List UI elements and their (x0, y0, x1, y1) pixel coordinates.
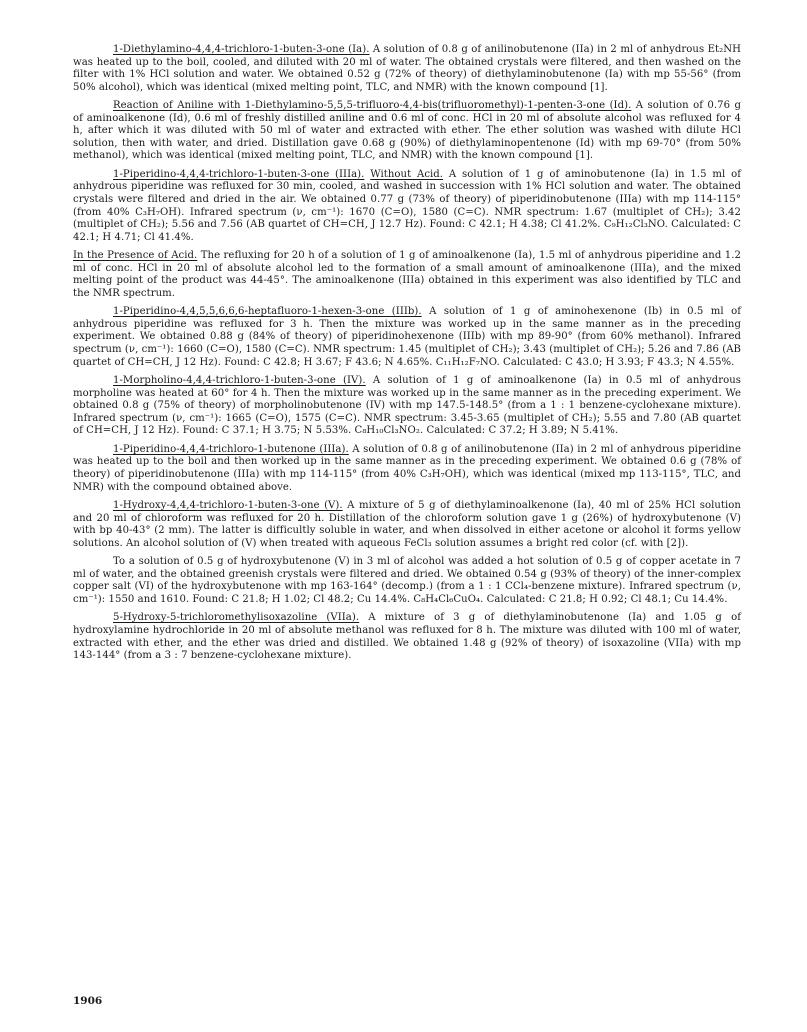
paragraph-diethylamino-butenone (73, 44, 741, 94)
section-heading: 1-Piperidino-4,4,4-trichloro-1-buten-3-one (IIIa). (113, 168, 365, 180)
section-heading: In the Presence of Acid. (73, 250, 198, 262)
paragraph-piperidino-hexenone (73, 306, 741, 369)
paragraph-hydroxy-butenone (73, 500, 741, 550)
paragraph-text: A solution of 1 g of aminobutenone (Ia) in 1.5 ml of anhydrous piperidine was refluxed for 30 min, cooled, and washed in succession with 1% HCl solution and water. The obtained crystals were filtered and dried in the air. We obtained 0.77 g (73% of theory) of piperidinobutenone (IIIa) with mp 114-115° (from 40% C₃H₇OH). Infrared spectrum (ν, cm⁻¹): 1670 (C=O), 1580 (C=C). NMR spectrum: 1.67 (multiplet of CH₂); 3.42 (multiplet of CH₂); 5.56 and 7.56 (AB quartet of CH=CH, J 12.7 Hz). Found: C 42.1; H 4.38; Cl 41.2%. C₉H₁₂Cl₃NO. Calculated: C 42.1; H 4.71; Cl 41.4%. (73, 168, 741, 243)
section-heading: 1-Piperidino-4,4,4-trichloro-1-butenone (IIIa). (113, 443, 349, 455)
paragraph-text: A solution of 1 g of aminoalkenone (Ia) in 0.5 ml of anhydrous morpholine was heated at 60° for 4 h. Then the mixture was worked up in the same manner as in the preceding experiment. We obtained 0.8 g (75% of theory) of morpholinobutenone (IV) with mp 147.5-148.5° (from a 1 : 1 benzene-cyclohexane mixture). Infrared spectrum (ν, cm⁻¹): 1665 (C=O), 1575 (C=C). NMR spectrum: 3.45-3.65 (multiplet of CH₂); 5.55 and 7.80 (AB quartet of CH=CH, J 12 Hz). Found: C 37.1; H 3.75; N 5.53%. C₈H₁₀Cl₃NO₂. Calculated: C 37.2; H 3.89; N 5.41%. (73, 375, 741, 437)
section-heading: 1-Hydroxy-4,4,4-trichloro-1-buten-3-one (V). (113, 500, 343, 512)
section-heading: Reaction of Aniline with 1-Diethylamino-5,5,5-trifluoro-4,4-bis(trifluoromethyl)-1-penten-3-one (Id). (113, 100, 632, 112)
paragraph-presence-of-acid (73, 250, 741, 300)
paragraph-text: A mixture of 5 g of diethylaminoalkenone (Ia), 40 ml of 25% HCl solution and 20 ml of chloroform was refluxed for 20 h. Distillation of the chloroform solution gave 1 g (26%) of hydroxybutenone (V) with bp 40-43° (2 mm). The latter is difficultly soluble in water, and when dissolved in either acetone or alcohol it forms yellow solutions. An alcohol solution of (V) when treated with aqueous FeCl₃ solution assumes a bright red color (cf. with [2]). (73, 500, 741, 549)
subsection-heading: Without Acid. (370, 168, 444, 180)
paragraph-text: A solution of 0.8 g of anilinobutenone (IIa) in 2 ml of anhydrous piperidine was heated up to the boil and then worked up in the same manner as in the preceding experiment. We obtained 0.6 g (78% of theory) of piperidinobutenone (IIIa) with mp 114-115° (from 40% C₃H₇OH), which was identical (mixed mp 113-115°, TLC, and NMR) with the compound obtained above. (73, 443, 742, 493)
paragraph-morpholino-butenone (73, 375, 741, 438)
paragraph-text: To a solution of 0.5 g of hydroxybutenone (V) in 3 ml of alcohol was added a hot solution of 0.5 g of copper acetate in 7 ml of water, and the obtained greenish crystals were filtered and dried. We obtained 0.54 g (93% of theory) of the inner-complex copper salt (VI) of the hydroxybutenone with mp 163-164° (decomp.) (from a 1 : 1 CCl₄-benzene mixture). Infrared spectrum (ν, cm⁻¹): 1550 and 1610. Found: C 21.8; H 1.02; Cl 48.2; Cu 14.4%. C₈H₄Cl₆CuO₄. Calculated: C 21.8; H 0.92; Cl 48.1; Cu 14.4%. (73, 556, 741, 605)
page-number: 1906 (73, 995, 103, 1007)
paragraph-copper-salt (73, 556, 741, 606)
paragraph-text: A mixture of 3 g of diethylaminobutenone (Ia) and 1.05 g of hydroxylamine hydrochloride in 20 ml of absolute methanol was refluxed for 8 h. The mixture was diluted with 100 ml of water, extracted with ether, and the ether was dried and distilled. We obtained 1.48 g (92% of theory) of isoxazoline (VIIa) with mp 143-144° (from a 3 : 7 benzene-cyclohexane mixture). (73, 612, 741, 662)
paragraph-text: A solution of 1 g of aminohexenone (Ib) in 0.5 ml of anhydrous piperidine was refluxed for 3 h. Then the mixture was worked up in the same manner as in the preceding experiment. We obtained 0.88 g (84% of theory) of piperidinohexenone (IIIb) with mp 89-90° (from 60% methanol). Infrared spectrum (ν, cm⁻¹): 1660 (C=O), 1580 (C=C). NMR spectrum: 1.45 (multiplet of CH₂); 3.43 (multiplet of CH₂); 5.26 and 7.86 (AB quartet of CH=CH, J 12 Hz). Found: C 42.8; H 3.67; F 43.6; N 4.65%. C₁₁H₁₂F₇NO. Calculated: C 43.0; H 3.93; F 43.3; N 4.55%. (73, 306, 741, 368)
article-body (73, 44, 741, 669)
section-heading: 1-Morpholino-4,4,4-trichloro-1-buten-3-one (IV). (113, 375, 366, 387)
paragraph-isoxazoline (73, 612, 741, 662)
section-heading: 1-Diethylamino-4,4,4-trichloro-1-buten-3-one (Ia). (113, 44, 370, 55)
section-heading: 5-Hydroxy-5-trichloromethylisoxazoline (VIIa). (113, 612, 360, 624)
paragraph-aniline-reaction (73, 100, 741, 163)
paragraph-text: A solution of 0.8 g of anilinobutenone (IIa) in 2 ml of anhydrous Et₂NH was heated up to the boil, cooled, and diluted with 20 ml of water. The obtained crystals were filtered, and then washed on the filter with 1% HCl solution and water. We obtained 0.52 g (72% of theory) of diethylaminobutenone (Ia) with mp 55-56° (from 50% alcohol), which was identical (mixed melting point, TLC, and NMR) with the known compound [1]. (73, 44, 741, 93)
paragraph-text: The refluxing for 20 h of a solution of 1 g of aminoalkenone (Ia), 1.5 ml of anhydrous piperidine and 1.2 ml of conc. HCl in 20 ml of absolute alcohol led to the formation of a small amount of aminoalkenone (IIIa), and the mixed melting point of the product was 44-45°. The aminoalkenone (IIIa) obtained in this experiment was also identified by TLC and the NMR spectrum. (73, 250, 741, 299)
section-heading: 1-Piperidino-4,4,5,5,6,6,6-heptafluoro-1-hexen-3-one (IIIb). (113, 306, 422, 318)
paragraph-text: A solution of 0.76 g of aminoalkenone (Id), 0.6 ml of freshly distilled aniline and 0.6 ml of conc. HCl in 20 ml of absolute alcohol was refluxed for 4 h, after which it was diluted with 50 ml of water and extracted with ether. The ether solution was washed with dilute HCl solution, then with water, and dried. Distillation gave 0.68 g (90%) of diethylaminopentenone (Id) with mp 69-70° (from 50% methanol), which was identical (mixed melting point, TLC, and NMR) with the known compound [1]. (73, 100, 741, 162)
paragraph-piperidino-butenone (73, 169, 741, 244)
paragraph-piperidino-butenone-2 (73, 444, 741, 494)
